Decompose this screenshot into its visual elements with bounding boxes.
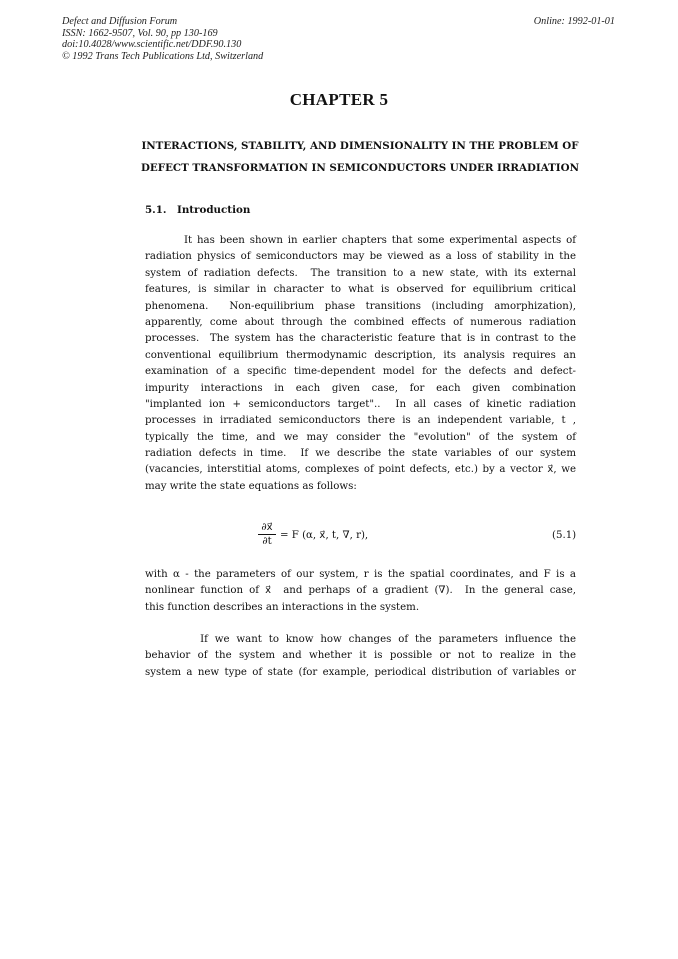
journal-header	[62, 16, 263, 62]
text-line: "implanted ion + semiconductors target".. In all cases of kinetic radiation	[145, 398, 576, 410]
equation-rhs: = F (α, x⃗, t, ∇, r),	[280, 530, 369, 541]
text-line: with α - the parameters of our system, r is the spatial coordinates, and F is a	[145, 569, 576, 580]
text-line: radiation defects in time. If we describe the state variables of our system	[145, 448, 576, 460]
paragraph-3	[145, 632, 576, 681]
chapter-title	[100, 135, 620, 179]
text-line: system a new type of state (for example, periodical distribution of variables or	[145, 666, 576, 678]
doi-line: doi:10.4028/www.scientific.net/DDF.90.130	[62, 39, 242, 51]
text-line: impurity interactions in each given case, for each given combination	[145, 382, 576, 394]
copyright-line: © 1992 Trans Tech Publications Ltd, Switzerland	[62, 50, 264, 62]
issn-line: ISSN: 1662-9507, Vol. 90, pp 130-169	[62, 27, 218, 39]
text-line: phenomena. Non-equilibrium phase transitions (including amorphization),	[145, 300, 576, 312]
paragraph-2	[145, 567, 576, 616]
text-line: system of radiation defects. The transition to a new state, with its external	[145, 267, 576, 279]
section-title: Introduction	[177, 204, 251, 216]
section-number: 5.1.	[145, 204, 167, 216]
journal-name: Defect and Diffusion Forum	[62, 16, 178, 27]
text-line: apparently, come about through the combined effects of numerous radiation	[145, 316, 576, 328]
text-line: typically the time, and we may consider the "evolution" of the system of	[145, 431, 576, 443]
section-heading	[145, 204, 250, 216]
chapter-title-line-1: INTERACTIONS, STABILITY, AND DIMENSIONALITY IN THE PROBLEM OF	[141, 140, 579, 152]
online-date: Online: 1992-01-01	[533, 16, 615, 27]
text-line: conventional equilibrium thermodynamic description, its analysis requires an	[145, 349, 576, 361]
chapter-title-line-2: DEFECT TRANSFORMATION IN SEMICONDUCTORS UNDER IRRADIATION	[140, 162, 579, 174]
partial-derivative	[258, 522, 276, 547]
text-line: processes. The system has the characteristic feature that is in contrast to the	[145, 333, 576, 345]
chapter-heading: CHAPTER 5	[289, 90, 389, 109]
text-line: may write the state equations as follows:	[145, 480, 357, 492]
text-line: processes in irradiated semiconductors there is an independent variable, t ,	[145, 415, 576, 427]
text-line: If we want to know how changes of the parameters influence the	[145, 634, 576, 645]
text-line: this function describes an interactions in the system.	[145, 601, 420, 613]
text-line: behavior of the system and whether it is possible or not to realize in the	[145, 650, 576, 662]
fraction-numerator: ∂x⃗	[261, 522, 273, 533]
text-line: features, is similar in character to what is observed for equilibrium critical	[145, 284, 576, 296]
fraction-bar	[258, 534, 276, 535]
text-line: radiation physics of semiconductors may be viewed as a loss of stability in the	[145, 251, 576, 263]
text-line: examination of a specific time-dependent model for the defects and defect-	[145, 366, 576, 378]
text-line: It has been shown in earlier chapters that some experimental aspects of	[145, 235, 576, 246]
text-line: (vacancies, interstitial atoms, complexes of point defects, etc.) by a vector x⃗, we	[145, 464, 576, 476]
equation-number: (5.1)	[552, 530, 577, 541]
paragraph-1	[145, 233, 576, 495]
text-line: nonlinear function of x⃗ and perhaps of a gradient (∇). In the general case,	[145, 585, 576, 597]
fraction-denominator: ∂t	[262, 536, 272, 547]
